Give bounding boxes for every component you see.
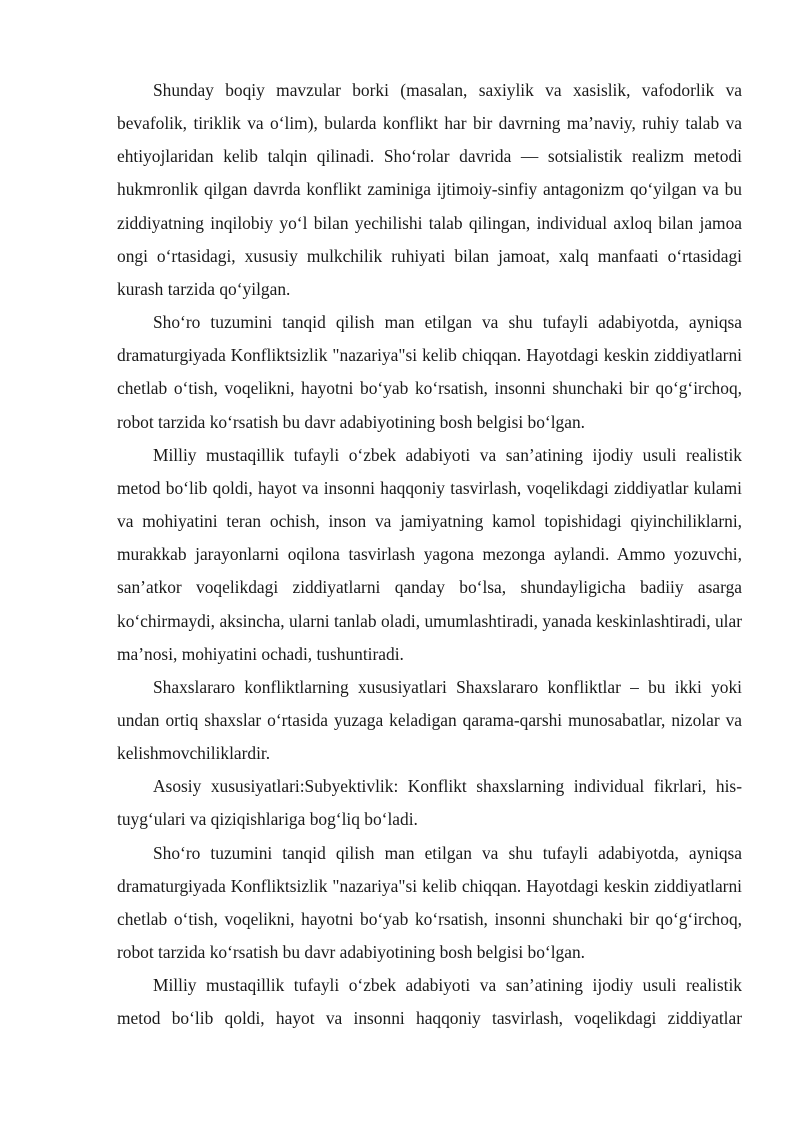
document-page (117, 74, 742, 1036)
paragraph: Shaxslararo konfliktlarning xususiyatlari Shaxslararo konfliktlar – bu ikki yoki undan ortiq shaxslar o‘rtasida yuzaga keladigan qarama-qarshi munosabatlar, nizolar va kelishmovchiliklardir. (117, 676, 742, 764)
paragraph: Milliy mustaqillik tufayli o‘zbek adabiyoti va san’atining ijodiy usuli realistik metod bo‘lib qoldi, hayot va insonni haqqoniy tasvirlash, voqelikdagi ziddiyatlar (117, 975, 742, 1029)
paragraph: Milliy mustaqillik tufayli o‘zbek adabiyoti va san’atining ijodiy usuli realistik metod bo‘lib qoldi, hayot va insonni haqqoniy tasvirlash, voqelikdagi ziddiyatlar kulami va mohiyatini teran ochish, inson va jamiyatning kamol topishidagi qiyinchiliklarni, murakkab jarayonlarni oqilona tasvirlash yagona mezonga aylandi. Ammo yozuvchi, san’atkor voqelikdagi ziddiyatlarni qanday bo‘lsa, shundayligicha badiiy asarga ko‘chirmaydi, aksincha, ularni tanlab oladi, umumlashtiradi, yanada keskinlashtiradi, ular ma’nosi, mohiyatini ochadi, tushuntiradi. (117, 444, 742, 664)
paragraph: Sho‘ro tuzumini tanqid qilish man etilgan va shu tufayli adabiyotda, ayniqsa dramaturgiyada Konfliktsizlik "nazariya"si kelib chiqqan. Hayotdagi keskin ziddiyatlarni chetlab o‘tish, voqelikni, hayotni bo‘yab ko‘rsatish, insonni shunchaki bir qo‘g‘irchoq, robot tarzida ko‘rsatish bu davr adabiyotining bosh belgisi bo‘lgan. (117, 842, 742, 963)
paragraph: Shunday boqiy mavzular borki (masalan, saxiylik va xasislik, vafodorlik va bevafolik, tiriklik va o‘lim), bularda konflikt har bir davrning ma’naviy, ruhiy talab va ehtiyojlaridan kelib talqin qilinadi. Sho‘rolar davrida — sotsialistik realizm metodi hukmronlik qilgan davrda konflikt zaminiga ijtimoiy-sinfiy antagonizm qo‘yilgan va bu ziddiyatning inqilobiy yo‘l bilan yechilishi talab qilingan, individual axloq bilan jamoa ongi o‘rtasidagi, xususiy mulkchilik ruhiyati bilan jamoat, xalq manfaati o‘rtasidagi kurash tarzida qo‘yilgan. (117, 80, 742, 299)
paragraph: Sho‘ro tuzumini tanqid qilish man etilgan va shu tufayli adabiyotda, ayniqsa dramaturgiyada Konfliktsizlik "nazariya"si kelib chiqqan. Hayotdagi keskin ziddiyatlarni chetlab o‘tish, voqelikni, hayotni bo‘yab ko‘rsatish, insonni shunchaki bir qo‘g‘irchoq, robot tarzida ko‘rsatish bu davr adabiyotining bosh belgisi bo‘lgan. (117, 312, 742, 432)
paragraph: Asosiy xususiyatlari:Subyektivlik: Konflikt shaxslarning individual fikrlari, his-tuyg‘ulari va qiziqishlariga bog‘liq bo‘ladi. (117, 776, 742, 830)
